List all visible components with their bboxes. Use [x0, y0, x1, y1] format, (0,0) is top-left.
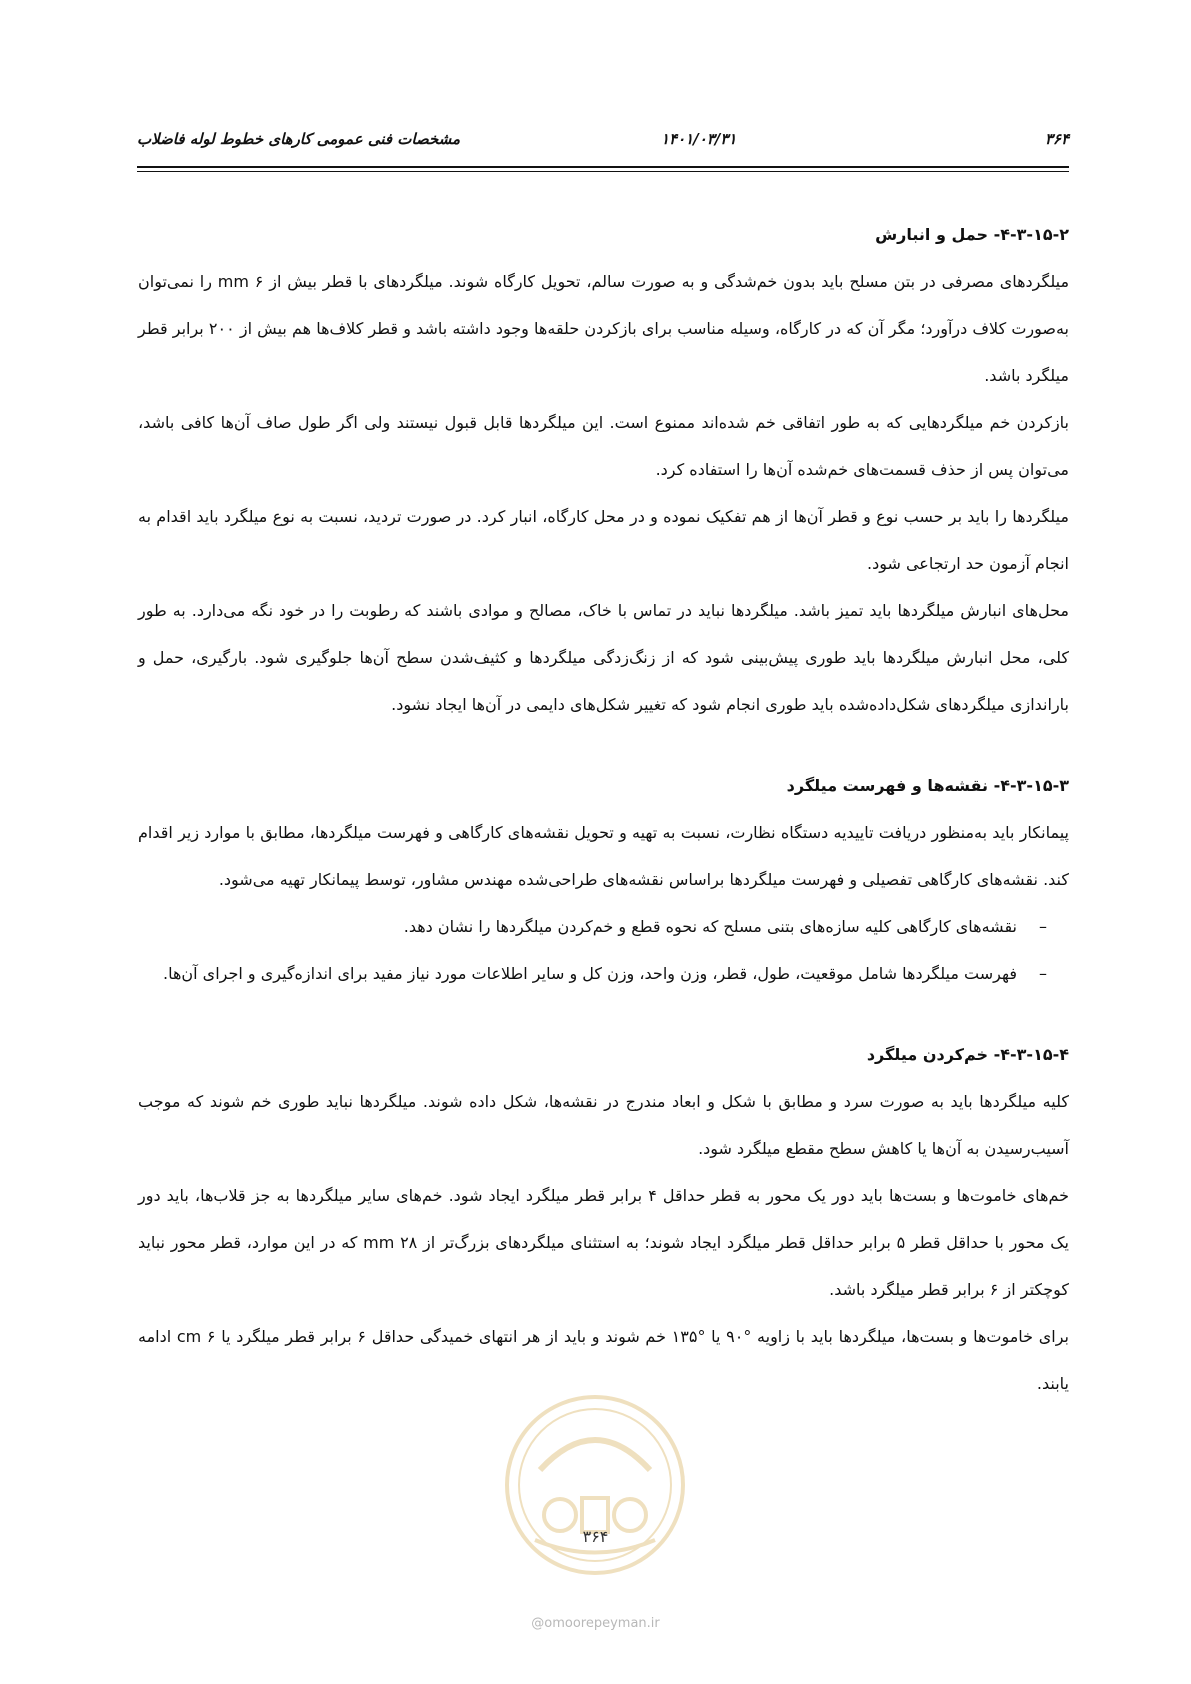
footer-website: @omoorepeyman.ir	[531, 1616, 660, 1631]
list-item	[138, 950, 1069, 997]
paragraph: خم‌های خاموت‌ها و بست‌ها باید دور یک محور به قطر حداقل ۴ برابر قطر میلگرد ایجاد شود. خم‌های سایر میلگردها به جز قلاب‌ها، باید دور یک محور با حداقل قطر ۵ برابر حداقل قطر میلگرد ایجاد شوند؛ به استثنای میلگردهای بزرگ‌تر از mm ۲۸ که در این موارد، قطر محور نباید کوچکتر از ۶ برابر قطر میلگرد باشد.	[138, 1186, 1070, 1299]
watermark-seal-icon	[500, 1390, 690, 1580]
header-date: ۱۴۰۱/۰۳/۳۱	[661, 130, 737, 148]
page-content	[138, 211, 1069, 1407]
list-item	[138, 903, 1069, 950]
footer-page-number: ۳۶۴	[582, 1527, 609, 1546]
header-rule-thin	[137, 171, 1069, 172]
section-heading: ۴-۳-۱۵-۲- حمل و انبارش	[875, 225, 1069, 244]
section-heading: ۴-۳-۱۵-۴- خم‌کردن میلگرد	[866, 1045, 1069, 1064]
paragraph: برای خاموت‌ها و بست‌ها، میلگردها باید با زاویه °۹۰ یا °۱۳۵ خم شوند و باید از هر انتهای خمیدگی حداقل ۶ برابر قطر میلگرد یا cm ۶ ادامه یابند.	[138, 1327, 1070, 1393]
list-item-text: فهرست میلگردها شامل موقعیت، طول، قطر، وزن واحد، وزن کل و سایر اطلاعات مورد نیاز مفید برای اندازه‌گیری و اجرای آن‌ها.	[163, 964, 1017, 983]
list-item-text: نقشه‌های کارگاهی کلیه سازه‌های بتنی مسلح که نحوه قطع و خم‌کردن میلگردها را نشان دهد.	[403, 917, 1017, 936]
header-page-number: ۳۶۴	[1044, 130, 1069, 148]
paragraph: میلگردها را باید بر حسب نوع و قطر آن‌ها از هم تفکیک نموده و در محل کارگاه، انبار کرد. در صورت تردید، نسبت به نوع میلگرد باید اقدام به انجام آزمون حد ارتجاعی شود.	[138, 507, 1069, 573]
page-header	[137, 126, 1069, 160]
dash-bullet-icon: –	[1039, 917, 1047, 936]
bullet-list	[138, 903, 1069, 997]
paragraph: میلگردهای مصرفی در بتن مسلح باید بدون خم‌شدگی و به صورت سالم، تحویل کارگاه شوند. میلگردهای با قطر بیش از mm ۶ را نمی‌توان به‌صورت کلاف درآورد؛ مگر آن که در کارگاه، وسیله مناسب برای بازکردن حلقه‌ها وجود داشته باشد و قطر کلاف‌ها هم بیش از ۲۰۰ برابر قطر میلگرد باشد.	[138, 272, 1070, 385]
paragraph: بازکردن خم میلگردهایی که به طور اتفاقی خم شده‌اند ممنوع است. این میلگردها قابل قبول نیستند ولی اگر طول صاف آن‌ها کافی باشد، می‌توان پس از حذف قسمت‌های خم‌شده آن‌ها را استفاده کرد.	[138, 413, 1069, 479]
paragraph: کلیه میلگردها باید به صورت سرد و مطابق با شکل و ابعاد مندرج در نقشه‌ها، شکل داده شوند. میلگردها نباید طوری خم شوند که موجب آسیب‌رسیدن به آن‌ها یا کاهش سطح مقطع میلگرد شود.	[138, 1092, 1069, 1158]
paragraph: محل‌های انبارش میلگردها باید تمیز باشد. میلگردها نباید در تماس با خاک، مصالح و موادی باشند که رطوبت را در خود نگه می‌دارد. به طور کلی، محل انبارش میلگردها باید طوری پیش‌بینی شود که از زنگ‌زدگی میلگردها و کثیف‌شدن سطح آن‌ها جلوگیری شود. بارگیری، حمل و باراندازی میلگردهای شکل‌داده‌شده باید طوری انجام شود که تغییر شکل‌های دایمی در آن‌ها ایجاد نشود.	[138, 601, 1069, 714]
header-title: مشخصات فنی عمومی کارهای خطوط لوله فاضلاب	[137, 130, 461, 148]
header-rule-thick	[137, 166, 1069, 168]
section-heading: ۴-۳-۱۵-۳- نقشه‌ها و فهرست میلگرد	[786, 776, 1069, 795]
paragraph: پیمانکار باید به‌منظور دریافت تاییدیه دستگاه نظارت، نسبت به تهیه و تحویل نقشه‌های کارگاهی و فهرست میلگردها، مطابق با موارد زیر اقدام کند. نقشه‌های کارگاهی تفصیلی و فهرست میلگردها براساس نقشه‌های طراحی‌شده مهندس مشاور، توسط پیمانکار تهیه می‌شود.	[138, 823, 1069, 889]
dash-bullet-icon: –	[1039, 964, 1047, 983]
